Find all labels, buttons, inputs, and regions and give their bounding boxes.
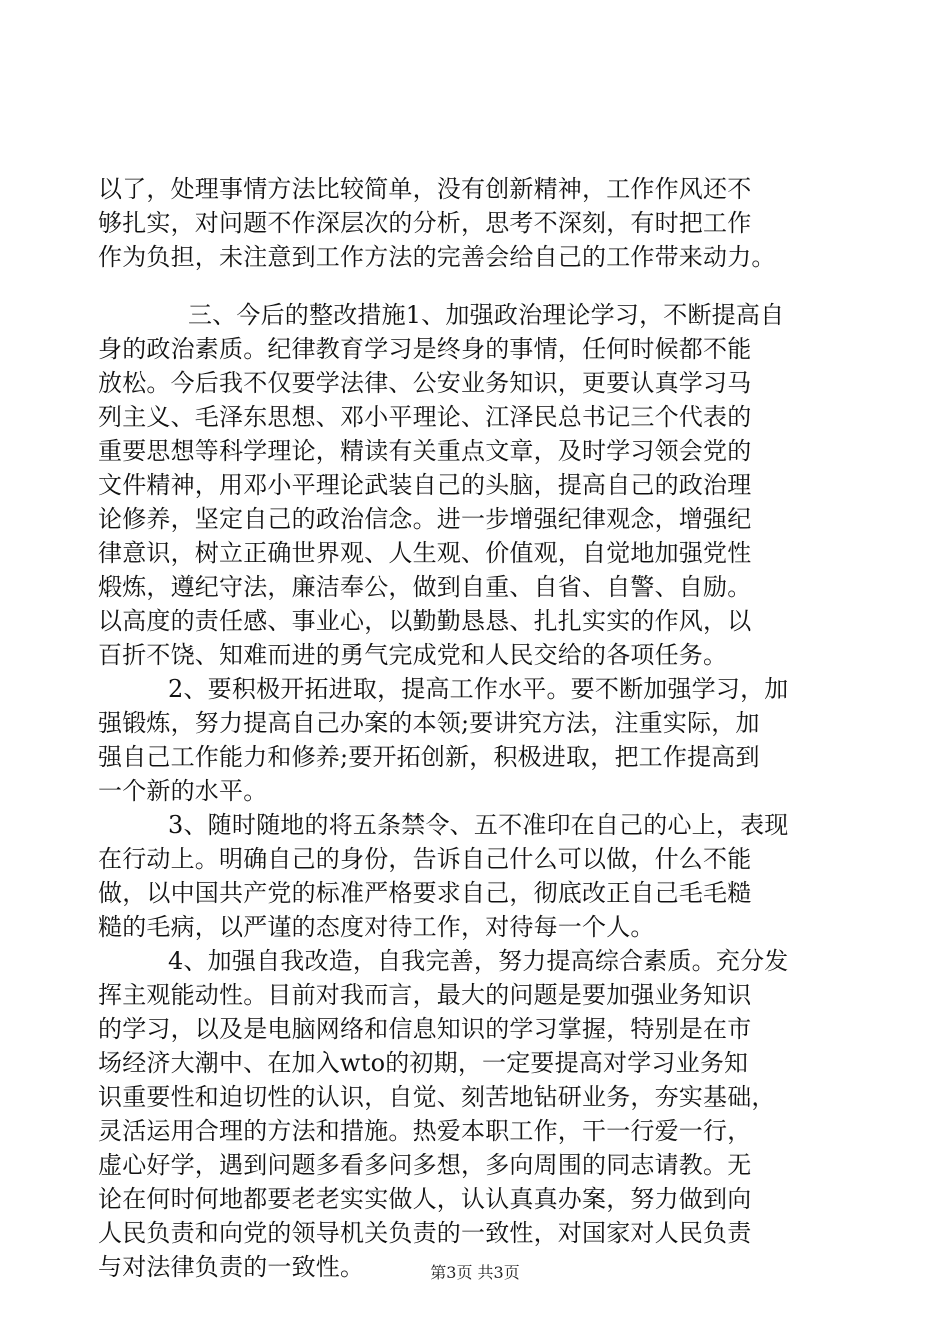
text-line: 够扎实，对问题不作深层次的分析，思考不深刻，有时把工作 [98,209,752,237]
text-line: 3、随时随地的将五条禁令、五不准印在自己的心上，表现 [168,811,789,839]
document-body [98,172,858,1284]
text-line: 作为负担，未注意到工作方法的完善会给自己的工作带来动力。 [98,243,776,271]
text-line: 的学习，以及是电脑网络和信息知识的学习掌握，特别是在市 [98,1015,752,1043]
text-line: 强自己工作能力和修养;要开拓创新，积极进取，把工作提高到 [98,743,760,771]
text-line: 论修养，坚定自己的政治信念。进一步增强纪律观念，增强纪 [98,505,752,533]
text-line: 挥主观能动性。目前对我而言，最大的问题是要加强业务知识 [98,981,752,1009]
text-line: 与对法律负责的一致性。 [98,1253,365,1281]
text-line: 人民负责和向党的领导机关负责的一致性，对国家对人民负责 [98,1219,752,1247]
text-line: 糙的毛病，以严谨的态度对待工作，对待每一个人。 [98,913,655,941]
text-line: 场经济大潮中、在加入wto的初期，一定要提高对学习业务知 [98,1049,749,1077]
text-line: 身的政治素质。纪律教育学习是终身的事情，任何时候都不能 [98,335,752,363]
text-line: 放松。今后我不仅要学法律、公安业务知识，更要认真学习马 [98,369,752,397]
text-line: 在行动上。明确自己的身份，告诉自己什么可以做，什么不能 [98,845,752,873]
text-line: 论在何时何地都要老老实实做人，认认真真办案，努力做到向 [98,1185,752,1213]
text-line: 百折不饶、知难而进的勇气完成党和人民交给的各项任务。 [98,641,728,669]
text-line: 以高度的责任感、事业心，以勤勤恳恳、扎扎实实的作风，以 [98,607,752,635]
text-line: 2、要积极开拓进取，提高工作水平。要不断加强学习，加 [168,675,789,703]
text-line: 4、加强自我改造，自我完善，努力提高综合素质。充分发 [168,947,789,975]
text-line: 文件精神，用邓小平理论武装自己的头脑，提高自己的政治理 [98,471,752,499]
paragraph-gap [98,274,858,298]
text-line: 一个新的水平。 [98,777,268,805]
text-line: 煅炼，遵纪守法，廉洁奉公，做到自重、自省、自警、自励。 [98,573,752,601]
text-line: 列主义、毛泽东思想、邓小平理论、江泽民总书记三个代表的 [98,403,752,431]
text-line: 虚心好学，遇到问题多看多问多想，多向周围的同志请教。无 [98,1151,752,1179]
text-line: 强锻炼，努力提高自己办案的本领;要讲究方法，注重实际，加 [98,709,760,737]
text-line: 做，以中国共产党的标准严格要求自己，彻底改正自己毛毛糙 [98,879,752,907]
text-line: 灵活运用合理的方法和措施。热爱本职工作，干一行爱一行， [98,1117,752,1145]
text-line: 识重要性和迫切性的认识，自觉、刻苦地钻研业务，夯实基础， [98,1083,776,1111]
page-number-footer: 第3页 共3页 [430,1263,520,1282]
text-line: 三、今后的整改措施1、加强政治理论学习，不断提高自 [188,301,785,329]
text-line: 重要思想等科学理论，精读有关重点文章，及时学习领会党的 [98,437,752,465]
text-line: 以了，处理事情方法比较简单，没有创新精神，工作作风还不 [98,175,752,203]
text-line: 律意识，树立正确世界观、人生观、价值观，自觉地加强党性 [98,539,752,567]
